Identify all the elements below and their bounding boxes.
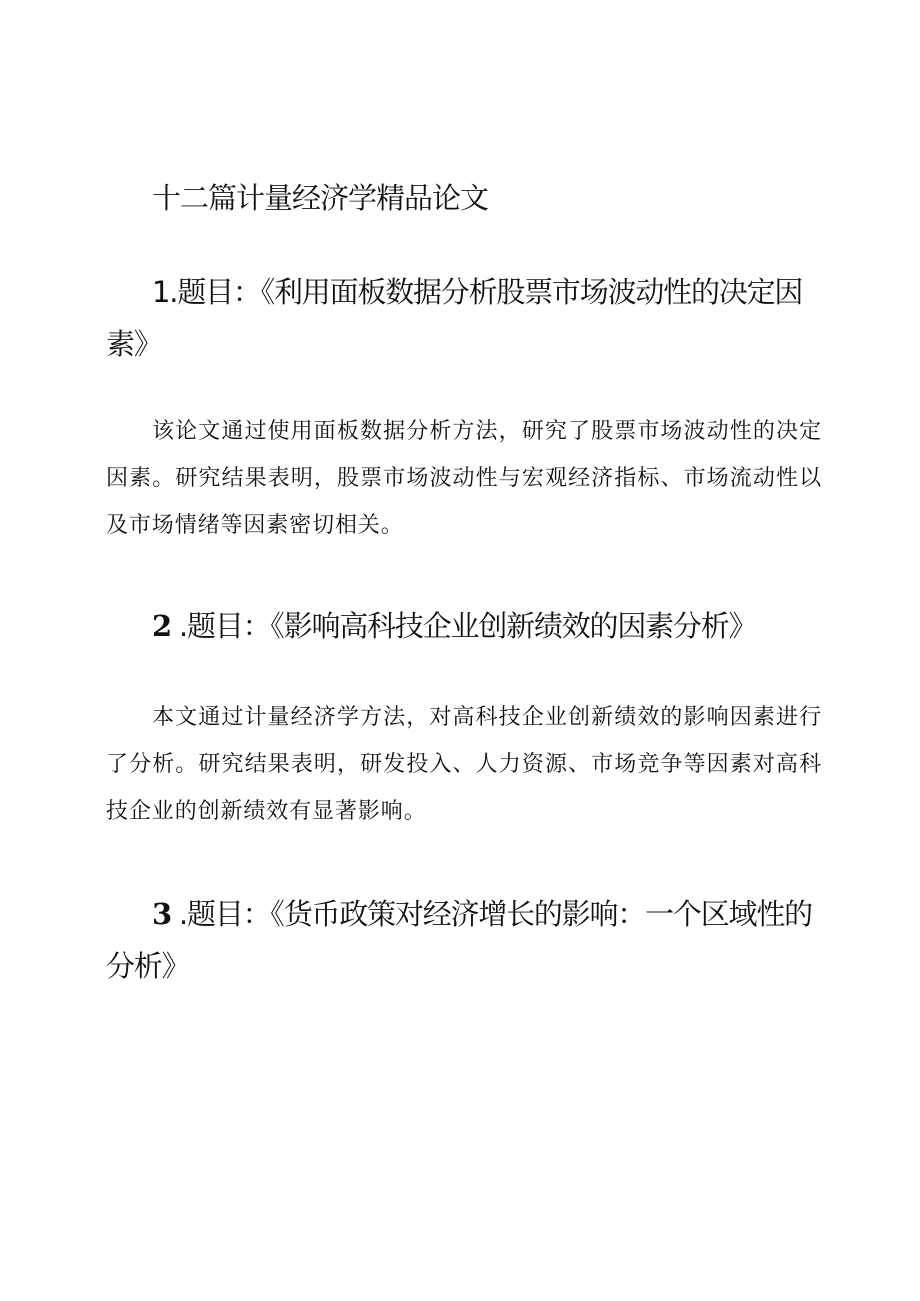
section-1-heading xyxy=(106,266,826,370)
section-3-separator: .题目： xyxy=(170,897,271,931)
section-2-heading xyxy=(106,600,826,652)
document-title: 十二篇计量经济学精品论文 xyxy=(152,181,489,215)
section-2-number: 2 xyxy=(152,609,171,643)
section-1-title: 《利用面板数据分析股票市场波动性的决定因素》 xyxy=(106,275,803,361)
section-2-separator: .题目： xyxy=(170,609,271,643)
section-1-number: 1 xyxy=(152,275,170,309)
section-2-body: 本文通过计量经济学方法，对高科技企业创新绩效的影响因素进行了分析。研究结果表明，研发投入、人力资源、市场竞争等因素对高科技企业的创新绩效有显著影响。 xyxy=(106,705,822,824)
section-2-title: 《影响高科技企业创新绩效的因素分析》 xyxy=(270,609,757,643)
section-3-heading xyxy=(106,888,826,992)
section-1-body: 该论文通过使用面板数据分析方法，研究了股票市场波动性的决定因素。研究结果表明，股票市场波动性与宏观经济指标、市场流动性以及市场情绪等因素密切相关。 xyxy=(106,419,822,538)
section-3-title: 《货币政策对经济增长的影响：一个区域性的分析》 xyxy=(106,897,812,983)
section-3-number: 3 xyxy=(152,897,171,931)
section-1-separator: .题目： xyxy=(169,275,261,309)
